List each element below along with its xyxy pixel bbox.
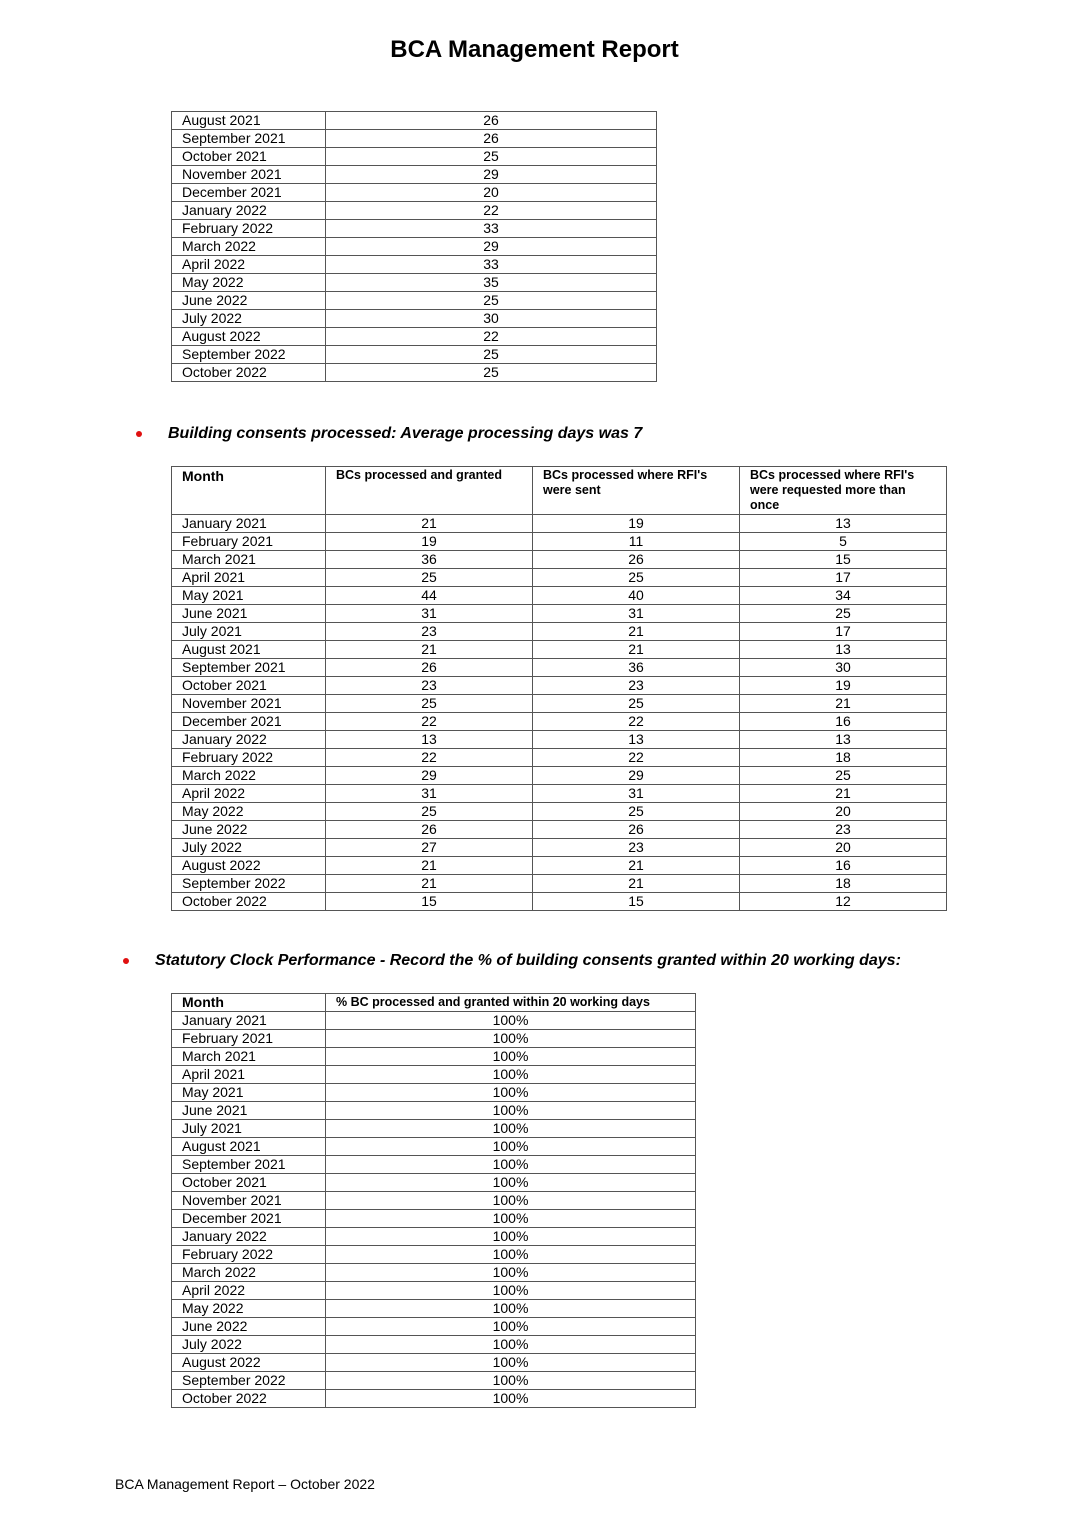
table-row: [172, 1048, 696, 1066]
value-cell: 18: [740, 749, 947, 767]
value-cell: 19: [533, 515, 740, 533]
value-cell: 100%: [326, 1318, 696, 1336]
value-cell: 30: [326, 310, 657, 328]
statutory-clock-table: [171, 993, 696, 1408]
month-cell: February 2022: [172, 1246, 326, 1264]
month-cell: September 2021: [172, 130, 326, 148]
table-row: [172, 1192, 696, 1210]
value-cell: 100%: [326, 1048, 696, 1066]
table-row: [172, 533, 947, 551]
month-cell: May 2022: [172, 274, 326, 292]
building-consents-heading-text: Building consents processed: Average processing days was 7: [168, 425, 643, 442]
value-cell: 29: [326, 767, 533, 785]
value-cell: 23: [533, 839, 740, 857]
value-cell: 100%: [326, 1012, 696, 1030]
value-cell: 31: [533, 605, 740, 623]
table-row: [172, 551, 947, 569]
value-cell: 100%: [326, 1228, 696, 1246]
month-cell: March 2022: [172, 238, 326, 256]
month-cell: January 2022: [172, 731, 326, 749]
month-cell: May 2022: [172, 1300, 326, 1318]
month-cell: October 2021: [172, 677, 326, 695]
table-header-row: [172, 467, 947, 515]
month-cell: March 2021: [172, 551, 326, 569]
value-cell: 23: [533, 677, 740, 695]
table-header-row: [172, 994, 696, 1012]
value-cell: 26: [533, 551, 740, 569]
value-cell: 13: [740, 515, 947, 533]
value-cell: 26: [326, 659, 533, 677]
month-cell: May 2022: [172, 803, 326, 821]
value-cell: 25: [533, 695, 740, 713]
value-cell: 13: [740, 731, 947, 749]
building-consents-table-body: [172, 515, 947, 911]
table-row: [172, 587, 947, 605]
value-cell: 25: [533, 803, 740, 821]
month-cell: November 2021: [172, 695, 326, 713]
statutory-clock-table-body: [172, 1012, 696, 1408]
table-row: [172, 1174, 696, 1192]
table-row: [172, 1084, 696, 1102]
value-cell: 16: [740, 713, 947, 731]
value-cell: 29: [326, 238, 657, 256]
table-row: [172, 166, 657, 184]
column-header-month: Month: [172, 994, 326, 1012]
value-cell: 29: [533, 767, 740, 785]
value-cell: 19: [326, 533, 533, 551]
value-cell: 15: [533, 893, 740, 911]
column-header-month: Month: [172, 467, 326, 515]
value-cell: 25: [740, 605, 947, 623]
value-cell: 17: [740, 623, 947, 641]
month-cell: October 2021: [172, 148, 326, 166]
value-cell: 21: [740, 785, 947, 803]
value-cell: 30: [740, 659, 947, 677]
table-row: [172, 641, 947, 659]
month-cell: March 2022: [172, 1264, 326, 1282]
month-cell: January 2022: [172, 202, 326, 220]
value-cell: 100%: [326, 1354, 696, 1372]
month-cell: February 2021: [172, 533, 326, 551]
value-cell: 13: [326, 731, 533, 749]
month-cell: September 2022: [172, 346, 326, 364]
value-cell: 22: [533, 713, 740, 731]
table-row: [172, 346, 657, 364]
value-cell: 29: [326, 166, 657, 184]
column-header-granted: BCs processed and granted: [326, 467, 533, 515]
bullet-dot-icon: [136, 431, 142, 437]
month-cell: October 2022: [172, 893, 326, 911]
value-cell: 35: [326, 274, 657, 292]
table-row: [172, 839, 947, 857]
bullet-dot-icon: [123, 958, 129, 964]
month-cell: February 2022: [172, 220, 326, 238]
value-cell: 19: [740, 677, 947, 695]
value-cell: 100%: [326, 1066, 696, 1084]
month-cell: October 2022: [172, 364, 326, 382]
table-row: [172, 238, 657, 256]
value-cell: 25: [533, 569, 740, 587]
month-cell: July 2022: [172, 310, 326, 328]
value-cell: 11: [533, 533, 740, 551]
table-row: [172, 713, 947, 731]
value-cell: 23: [326, 623, 533, 641]
table-row: [172, 1390, 696, 1408]
value-cell: 36: [326, 551, 533, 569]
table-row: [172, 1138, 696, 1156]
monthly-count-table-body: [172, 112, 657, 382]
month-cell: August 2021: [172, 1138, 326, 1156]
value-cell: 100%: [326, 1336, 696, 1354]
month-cell: February 2021: [172, 1030, 326, 1048]
value-cell: 22: [533, 749, 740, 767]
column-header-percent-granted: % BC processed and granted within 20 working days: [326, 994, 696, 1012]
month-cell: June 2021: [172, 605, 326, 623]
value-cell: 100%: [326, 1120, 696, 1138]
month-cell: April 2021: [172, 1066, 326, 1084]
table-row: [172, 130, 657, 148]
value-cell: 25: [740, 767, 947, 785]
value-cell: 26: [326, 112, 657, 130]
value-cell: 20: [740, 839, 947, 857]
value-cell: 17: [740, 569, 947, 587]
value-cell: 23: [326, 677, 533, 695]
column-header-rfi-multiple: BCs processed where RFI's were requested more than once: [740, 467, 947, 515]
table-row: [172, 328, 657, 346]
value-cell: 21: [533, 623, 740, 641]
month-cell: April 2022: [172, 785, 326, 803]
table-row: [172, 1120, 696, 1138]
value-cell: 26: [326, 130, 657, 148]
value-cell: 21: [326, 641, 533, 659]
value-cell: 33: [326, 220, 657, 238]
value-cell: 21: [326, 875, 533, 893]
value-cell: 44: [326, 587, 533, 605]
value-cell: 31: [326, 785, 533, 803]
value-cell: 100%: [326, 1084, 696, 1102]
value-cell: 33: [326, 256, 657, 274]
value-cell: 21: [533, 875, 740, 893]
month-cell: July 2021: [172, 1120, 326, 1138]
month-cell: May 2021: [172, 587, 326, 605]
table-row: [172, 677, 947, 695]
table-row: [172, 202, 657, 220]
value-cell: 21: [740, 695, 947, 713]
table-row: [172, 310, 657, 328]
table-row: [172, 1300, 696, 1318]
month-cell: July 2022: [172, 839, 326, 857]
month-cell: February 2022: [172, 749, 326, 767]
table-row: [172, 1354, 696, 1372]
value-cell: 25: [326, 346, 657, 364]
table-row: [172, 821, 947, 839]
value-cell: 22: [326, 749, 533, 767]
value-cell: 100%: [326, 1138, 696, 1156]
month-cell: August 2021: [172, 112, 326, 130]
month-cell: August 2022: [172, 1354, 326, 1372]
value-cell: 25: [326, 695, 533, 713]
value-cell: 5: [740, 533, 947, 551]
table-row: [172, 875, 947, 893]
table-row: [172, 623, 947, 641]
month-cell: November 2021: [172, 1192, 326, 1210]
table-row: [172, 803, 947, 821]
value-cell: 21: [533, 857, 740, 875]
value-cell: 22: [326, 202, 657, 220]
month-cell: January 2021: [172, 515, 326, 533]
value-cell: 27: [326, 839, 533, 857]
value-cell: 21: [326, 857, 533, 875]
month-cell: January 2021: [172, 1012, 326, 1030]
value-cell: 22: [326, 328, 657, 346]
value-cell: 100%: [326, 1246, 696, 1264]
month-cell: October 2021: [172, 1174, 326, 1192]
value-cell: 100%: [326, 1174, 696, 1192]
table-row: [172, 749, 947, 767]
table-row: [172, 1030, 696, 1048]
value-cell: 22: [326, 713, 533, 731]
value-cell: 25: [326, 803, 533, 821]
month-cell: October 2022: [172, 1390, 326, 1408]
table-row: [172, 1372, 696, 1390]
value-cell: 36: [533, 659, 740, 677]
page-footer: BCA Management Report – October 2022: [115, 1476, 375, 1492]
value-cell: 13: [533, 731, 740, 749]
table-row: [172, 256, 657, 274]
table-row: [172, 1264, 696, 1282]
table-row: [172, 364, 657, 382]
building-consents-heading: [168, 423, 642, 445]
month-cell: July 2022: [172, 1336, 326, 1354]
value-cell: 100%: [326, 1372, 696, 1390]
table-row: [172, 659, 947, 677]
table-row: [172, 515, 947, 533]
value-cell: 31: [533, 785, 740, 803]
value-cell: 21: [326, 515, 533, 533]
value-cell: 34: [740, 587, 947, 605]
value-cell: 100%: [326, 1156, 696, 1174]
value-cell: 25: [326, 292, 657, 310]
value-cell: 25: [326, 148, 657, 166]
month-cell: December 2021: [172, 713, 326, 731]
value-cell: 100%: [326, 1390, 696, 1408]
month-cell: November 2021: [172, 166, 326, 184]
month-cell: March 2021: [172, 1048, 326, 1066]
building-consents-table: [171, 466, 947, 911]
value-cell: 20: [326, 184, 657, 202]
value-cell: 100%: [326, 1282, 696, 1300]
value-cell: 100%: [326, 1030, 696, 1048]
month-cell: September 2021: [172, 1156, 326, 1174]
statutory-clock-heading: [155, 950, 901, 972]
table-row: [172, 785, 947, 803]
table-row: [172, 893, 947, 911]
month-cell: September 2021: [172, 659, 326, 677]
month-cell: December 2021: [172, 184, 326, 202]
table-row: [172, 767, 947, 785]
value-cell: 100%: [326, 1300, 696, 1318]
table-row: [172, 1246, 696, 1264]
value-cell: 25: [326, 364, 657, 382]
value-cell: 15: [740, 551, 947, 569]
value-cell: 20: [740, 803, 947, 821]
table-row: [172, 274, 657, 292]
table-row: [172, 292, 657, 310]
month-cell: June 2022: [172, 821, 326, 839]
table-row: [172, 112, 657, 130]
table-row: [172, 148, 657, 166]
value-cell: 40: [533, 587, 740, 605]
value-cell: 18: [740, 875, 947, 893]
value-cell: 100%: [326, 1264, 696, 1282]
table-row: [172, 1066, 696, 1084]
table-row: [172, 857, 947, 875]
month-cell: June 2022: [172, 292, 326, 310]
month-cell: August 2022: [172, 857, 326, 875]
column-header-rfi-sent: BCs processed where RFI's were sent: [533, 467, 740, 515]
value-cell: 12: [740, 893, 947, 911]
table-row: [172, 1012, 696, 1030]
statutory-clock-heading-text: Statutory Clock Performance - Record the % of building consents granted within 20 working days:: [155, 952, 901, 969]
value-cell: 100%: [326, 1210, 696, 1228]
table-row: [172, 1318, 696, 1336]
month-cell: September 2022: [172, 1372, 326, 1390]
value-cell: 26: [533, 821, 740, 839]
month-cell: August 2022: [172, 328, 326, 346]
month-cell: April 2021: [172, 569, 326, 587]
value-cell: 25: [326, 569, 533, 587]
table-row: [172, 184, 657, 202]
value-cell: 21: [533, 641, 740, 659]
month-cell: June 2021: [172, 1102, 326, 1120]
page-title: BCA Management Report: [390, 36, 679, 63]
table-row: [172, 731, 947, 749]
month-cell: April 2022: [172, 256, 326, 274]
table-row: [172, 1102, 696, 1120]
monthly-count-table: [171, 111, 657, 382]
month-cell: June 2022: [172, 1318, 326, 1336]
month-cell: April 2022: [172, 1282, 326, 1300]
table-row: [172, 1336, 696, 1354]
month-cell: September 2022: [172, 875, 326, 893]
month-cell: December 2021: [172, 1210, 326, 1228]
month-cell: January 2022: [172, 1228, 326, 1246]
value-cell: 100%: [326, 1102, 696, 1120]
month-cell: August 2021: [172, 641, 326, 659]
month-cell: May 2021: [172, 1084, 326, 1102]
table-row: [172, 220, 657, 238]
month-cell: July 2021: [172, 623, 326, 641]
table-row: [172, 569, 947, 587]
table-row: [172, 1210, 696, 1228]
value-cell: 100%: [326, 1192, 696, 1210]
value-cell: 13: [740, 641, 947, 659]
value-cell: 15: [326, 893, 533, 911]
month-cell: March 2022: [172, 767, 326, 785]
value-cell: 31: [326, 605, 533, 623]
value-cell: 23: [740, 821, 947, 839]
value-cell: 16: [740, 857, 947, 875]
table-row: [172, 1156, 696, 1174]
table-row: [172, 1282, 696, 1300]
value-cell: 26: [326, 821, 533, 839]
table-row: [172, 695, 947, 713]
table-row: [172, 605, 947, 623]
table-row: [172, 1228, 696, 1246]
